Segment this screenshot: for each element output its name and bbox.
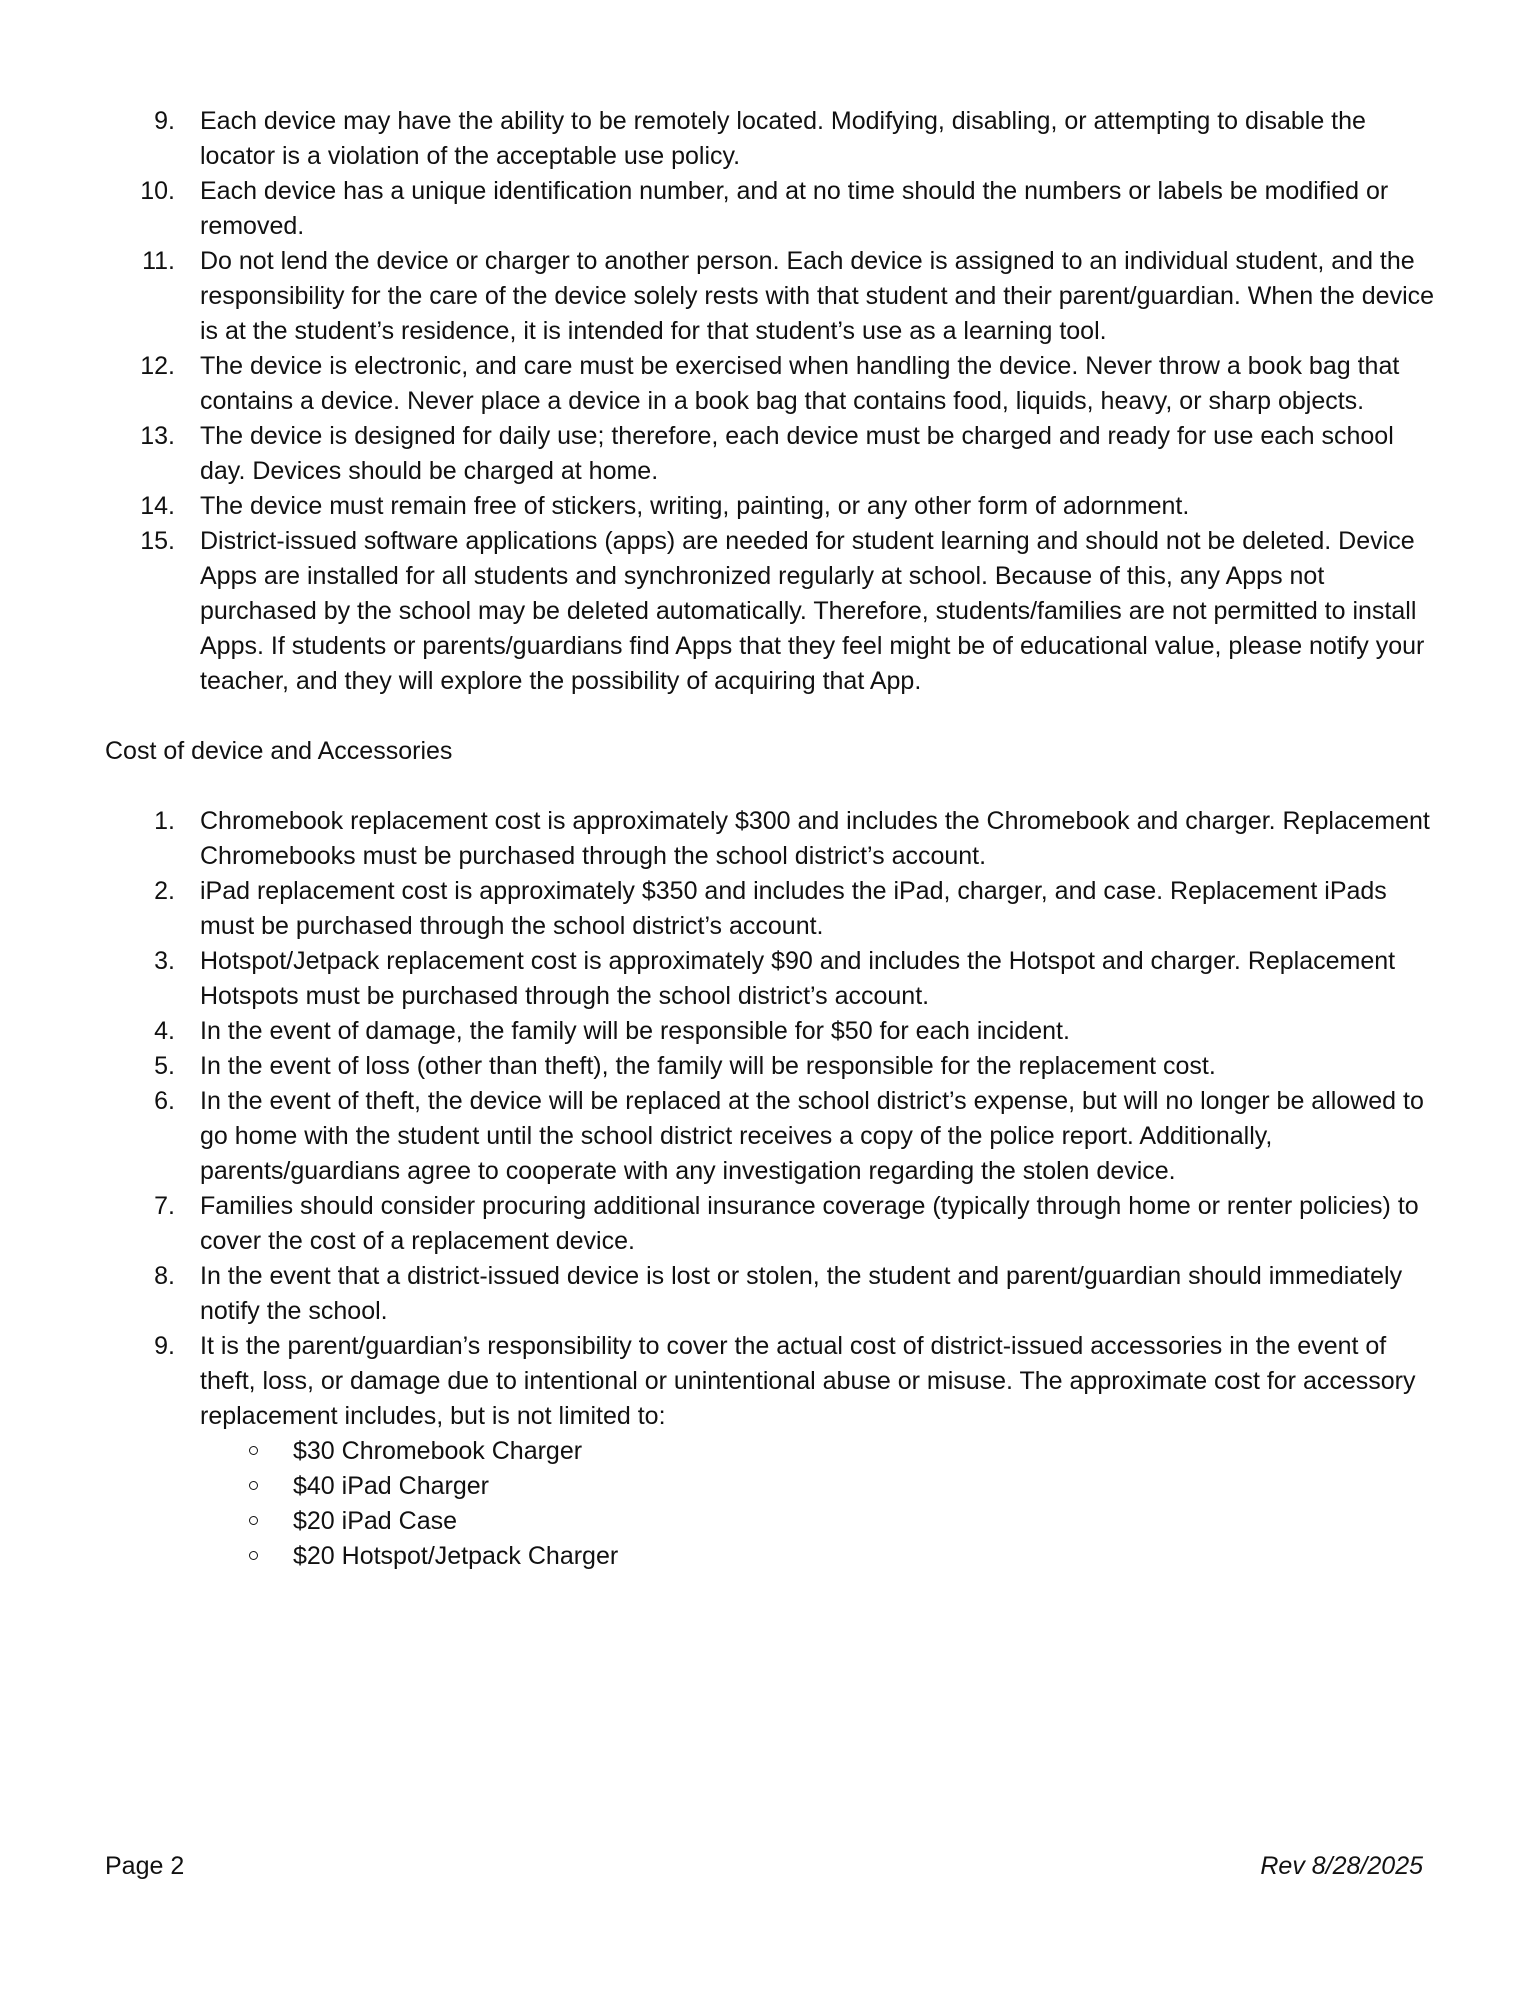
revision-date: Rev 8/28/2025 — [1260, 1852, 1423, 1880]
list-item-text: In the event that a district-issued device is lost or stolen, the student and parent/guardian should immediately notify the school. — [200, 1262, 1403, 1325]
list-item — [105, 524, 1435, 699]
list-item — [105, 349, 1435, 419]
list-item-number: 7. — [154, 1192, 175, 1220]
list-item-text: In the event of damage, the family will be responsible for $50 for each incident. — [200, 1017, 1070, 1045]
list-item — [105, 1014, 1435, 1049]
list-item-text: Do not lend the device or charger to another person. Each device is assigned to an individual student, and the responsibility for the care of the device solely rests with that student and their parent/guardian. When the device is at the student’s residence, it is intended for that student’s use as a learning tool. — [200, 247, 1435, 345]
list-item — [105, 1189, 1435, 1259]
list-item-number: 6. — [154, 1087, 175, 1115]
cost-list — [105, 804, 1435, 1574]
list-item-number: 15. — [140, 527, 175, 555]
accessory-item — [200, 1469, 1435, 1504]
accessory-item — [200, 1434, 1435, 1469]
list-item-text: Each device has a unique identification number, and at no time should the numbers or labels be modified or removed. — [200, 177, 1389, 240]
circle-bullet-icon — [249, 1481, 258, 1490]
list-item — [105, 174, 1435, 244]
list-item — [105, 1259, 1435, 1329]
circle-bullet-icon — [249, 1551, 258, 1560]
accessory-text: $30 Chromebook Charger — [293, 1437, 583, 1465]
circle-bullet-icon — [249, 1446, 258, 1455]
list-item-number: 11. — [142, 247, 175, 275]
list-item-number: 14. — [140, 492, 175, 520]
list-item-text: Chromebook replacement cost is approximately $300 and includes the Chromebook and charger. Replacement Chromebooks must be purchased through the school district’s account. — [200, 807, 1430, 870]
circle-bullet-icon — [249, 1516, 258, 1525]
accessory-text: $40 iPad Charger — [293, 1472, 489, 1500]
list-item-number: 13. — [140, 422, 175, 450]
list-item-text: In the event of loss (other than theft), the family will be responsible for the replacement cost. — [200, 1052, 1216, 1080]
list-item-number: 5. — [154, 1052, 175, 1080]
list-item-number: 10. — [140, 177, 175, 205]
list-item — [105, 1329, 1435, 1574]
list-item-number: 9. — [154, 1332, 175, 1360]
list-item-number: 3. — [154, 947, 175, 975]
list-item-number: 2. — [154, 877, 175, 905]
accessory-text: $20 Hotspot/Jetpack Charger — [293, 1542, 619, 1570]
policy-list — [105, 104, 1435, 699]
page-content — [105, 104, 1435, 1574]
section-heading: Cost of device and Accessories — [105, 737, 453, 765]
list-item-text: The device is designed for daily use; therefore, each device must be charged and ready for use each school day. Devices should be charged at home. — [200, 422, 1394, 485]
list-item-text: In the event of theft, the device will be replaced at the school district’s expense, but will no longer be allowed to go home with the student until the school district receives a copy of the police report. Additionally, parents/guardians agree to cooperate with any investigation regarding the stolen device. — [200, 1087, 1424, 1185]
list-item-number: 9. — [154, 107, 175, 135]
list-item — [105, 489, 1435, 524]
list-item — [105, 419, 1435, 489]
list-item-text: Families should consider procuring additional insurance coverage (typically through home or renter policies) to cover the cost of a replacement device. — [200, 1192, 1419, 1255]
list-item-number: 8. — [154, 1262, 175, 1290]
accessory-list — [200, 1434, 1435, 1574]
list-item-text: The device is electronic, and care must be exercised when handling the device. Never throw a book bag that contains a device. Never place a device in a book bag that contains food, liquids, heavy, or sharp objects. — [200, 352, 1400, 415]
list-item — [105, 874, 1435, 944]
list-item-text: It is the parent/guardian’s responsibility to cover the actual cost of district-issued accessories in the event of theft, loss, or damage due to intentional or unintentional abuse or misuse. The approximate cost for accessory replacement includes, but is not limited to: — [200, 1332, 1416, 1430]
list-item — [105, 1049, 1435, 1084]
accessory-item — [200, 1504, 1435, 1539]
list-item-number: 1. — [154, 807, 175, 835]
list-item-text: Hotspot/Jetpack replacement cost is approximately $90 and includes the Hotspot and charger. Replacement Hotspots must be purchased through the school district’s account. — [200, 947, 1396, 1010]
list-item — [105, 1084, 1435, 1189]
list-item — [105, 244, 1435, 349]
accessory-item — [200, 1539, 1435, 1574]
list-item-number: 4. — [154, 1017, 175, 1045]
list-item — [105, 944, 1435, 1014]
list-item-text: District-issued software applications (apps) are needed for student learning and should not be deleted. Device Apps are installed for all students and synchronized regularly at school. Because of this, any Apps not purchased by the school may be deleted automatically. Therefore, students/families are not permitted to install Apps. If students or parents/guardians find Apps that they feel might be of educational value, please notify your teacher, and they will explore the possibility of acquiring that App. — [200, 527, 1425, 695]
list-item — [105, 104, 1435, 174]
accessory-text: $20 iPad Case — [293, 1507, 458, 1535]
list-item-text: Each device may have the ability to be remotely located. Modifying, disabling, or attempting to disable the locator is a violation of the acceptable use policy. — [200, 107, 1366, 170]
list-item-number: 12. — [140, 352, 175, 380]
list-item-text: The device must remain free of stickers, writing, painting, or any other form of adornment. — [200, 492, 1190, 520]
list-item-text: iPad replacement cost is approximately $350 and includes the iPad, charger, and case. Replacement iPads must be purchased through the school district’s account. — [200, 877, 1387, 940]
page-number: Page 2 — [105, 1852, 185, 1880]
list-item — [105, 804, 1435, 874]
